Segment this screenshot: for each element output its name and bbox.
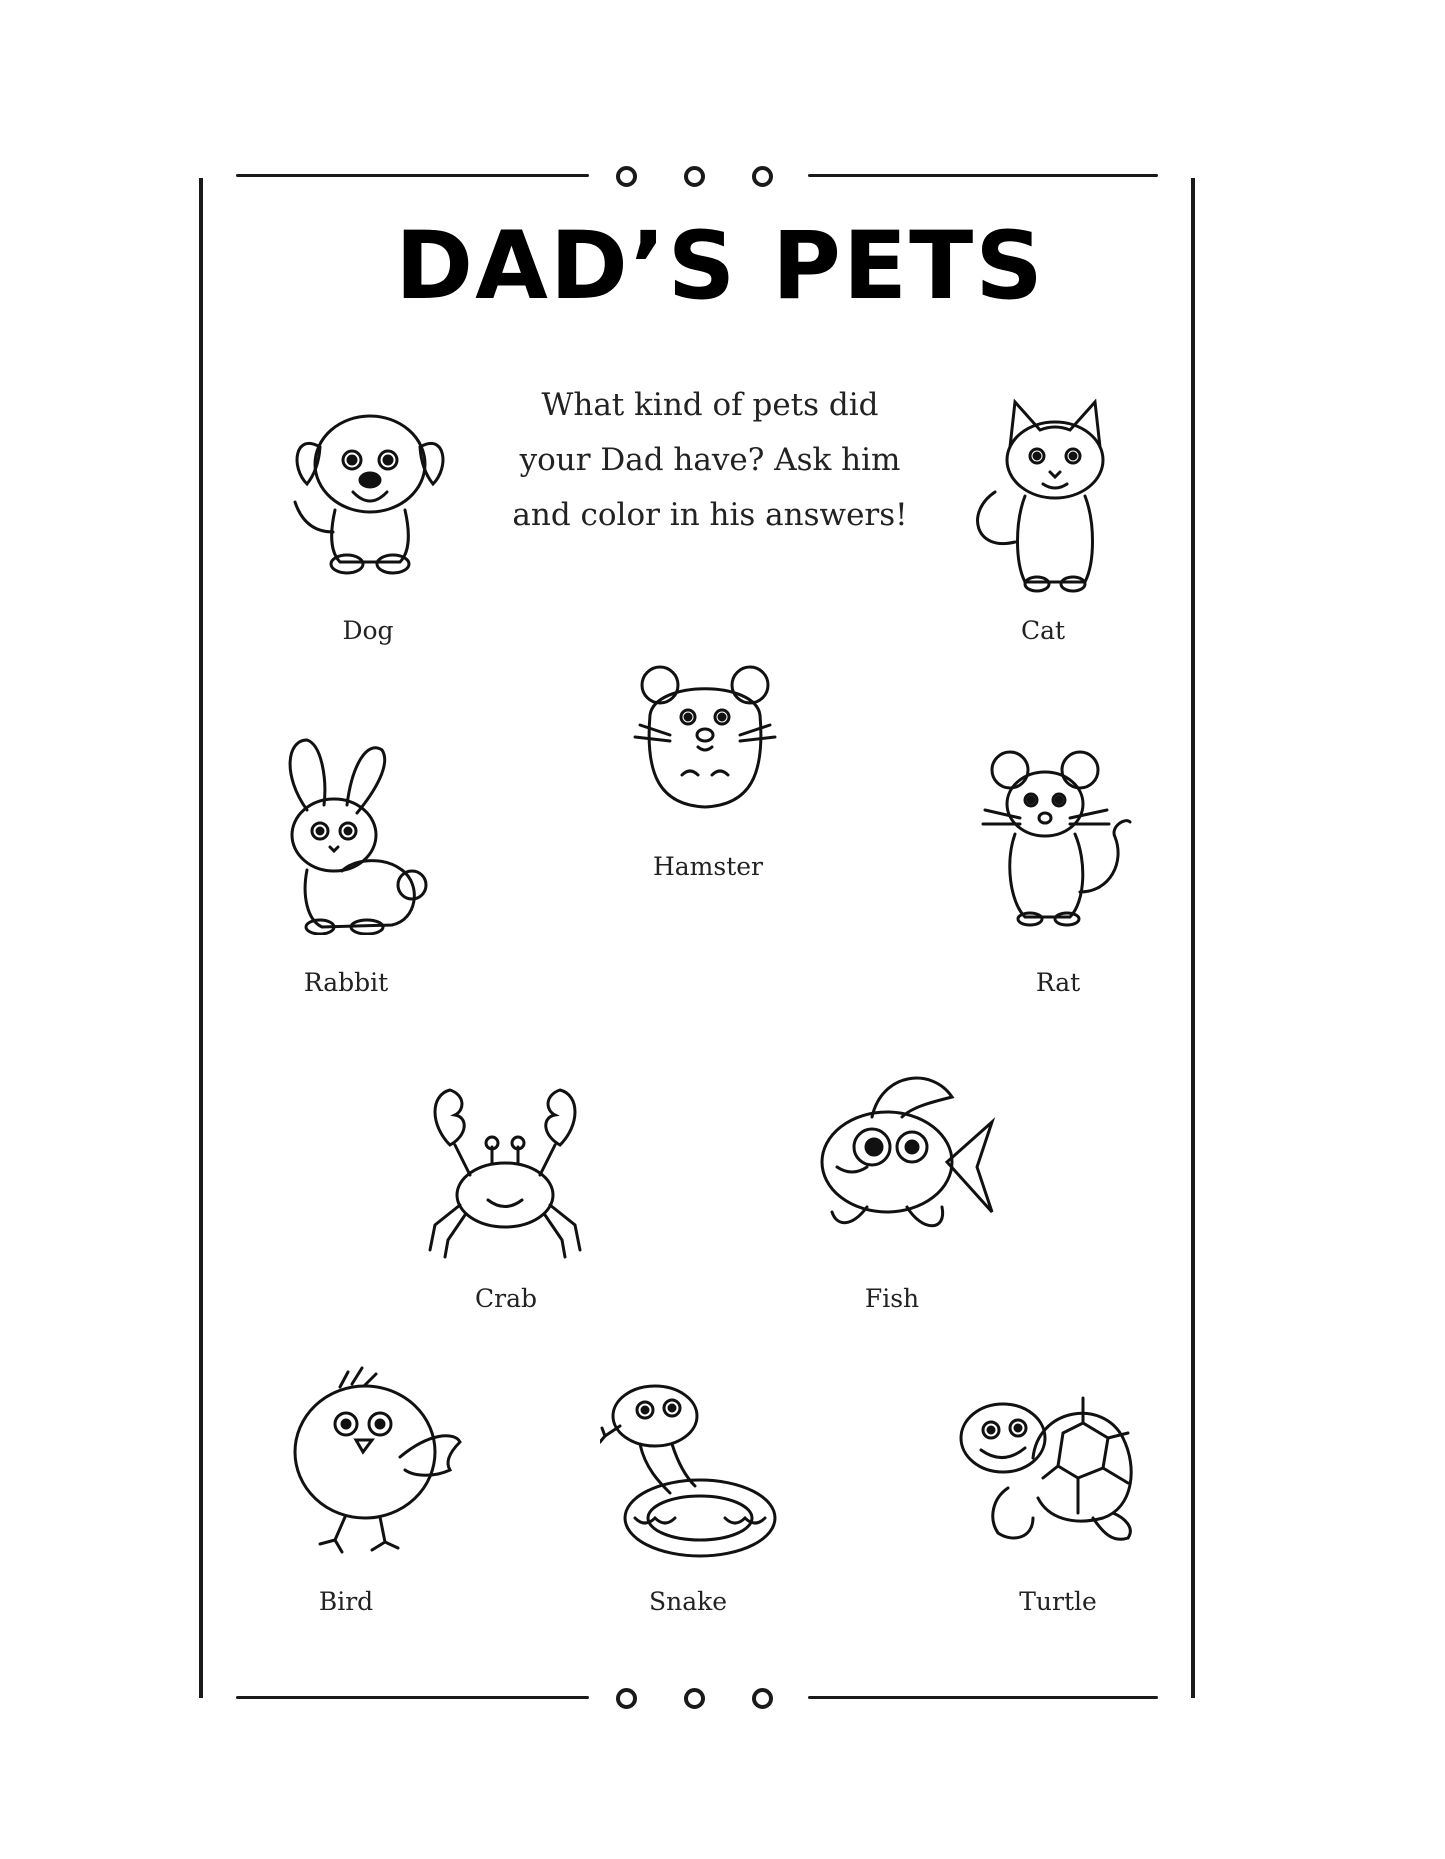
pet-label-rat: Rat (1035, 968, 1081, 997)
bottom-divider-right (808, 1696, 1158, 1699)
turtle-icon[interactable] (953, 1378, 1138, 1558)
instructions-line: and color in his answers! (512, 497, 908, 533)
top-divider-left (236, 174, 589, 177)
page-title: DAD’S PETS (395, 212, 1045, 321)
pet-label-turtle: Turtle (1019, 1587, 1097, 1616)
fish-icon[interactable] (812, 1062, 997, 1237)
crab-icon[interactable] (420, 1085, 590, 1260)
top-ornament-dot (616, 166, 637, 187)
pet-label-fish: Fish (864, 1284, 920, 1313)
top-ornament-dot (684, 166, 705, 187)
pet-label-crab: Crab (475, 1284, 537, 1313)
pet-label-cat: Cat (1020, 616, 1066, 645)
pet-label-rabbit: Rabbit (303, 968, 389, 997)
rat-icon[interactable] (975, 742, 1140, 927)
frame-right-line (1191, 178, 1195, 1698)
frame-left-line (199, 178, 203, 1698)
dog-icon[interactable] (275, 392, 465, 582)
instructions (500, 378, 920, 543)
rabbit-icon[interactable] (262, 735, 447, 935)
bottom-ornament-dot (752, 1688, 773, 1709)
top-divider-right (808, 174, 1158, 177)
bottom-ornament-dot (684, 1688, 705, 1709)
bottom-divider-left (236, 1696, 589, 1699)
pet-label-snake: Snake (648, 1587, 728, 1616)
top-ornament-dot (752, 166, 773, 187)
bird-icon[interactable] (280, 1362, 470, 1557)
cat-icon[interactable] (955, 392, 1145, 597)
instructions-line: What kind of pets did (541, 387, 879, 423)
pet-label-bird: Bird (318, 1587, 374, 1616)
pet-label-hamster: Hamster (652, 852, 764, 881)
snake-icon[interactable] (600, 1378, 780, 1563)
hamster-icon[interactable] (620, 655, 790, 825)
instructions-line: your Dad have? Ask him (519, 442, 901, 478)
bottom-ornament-dot (616, 1688, 637, 1709)
pet-label-dog: Dog (342, 616, 394, 645)
